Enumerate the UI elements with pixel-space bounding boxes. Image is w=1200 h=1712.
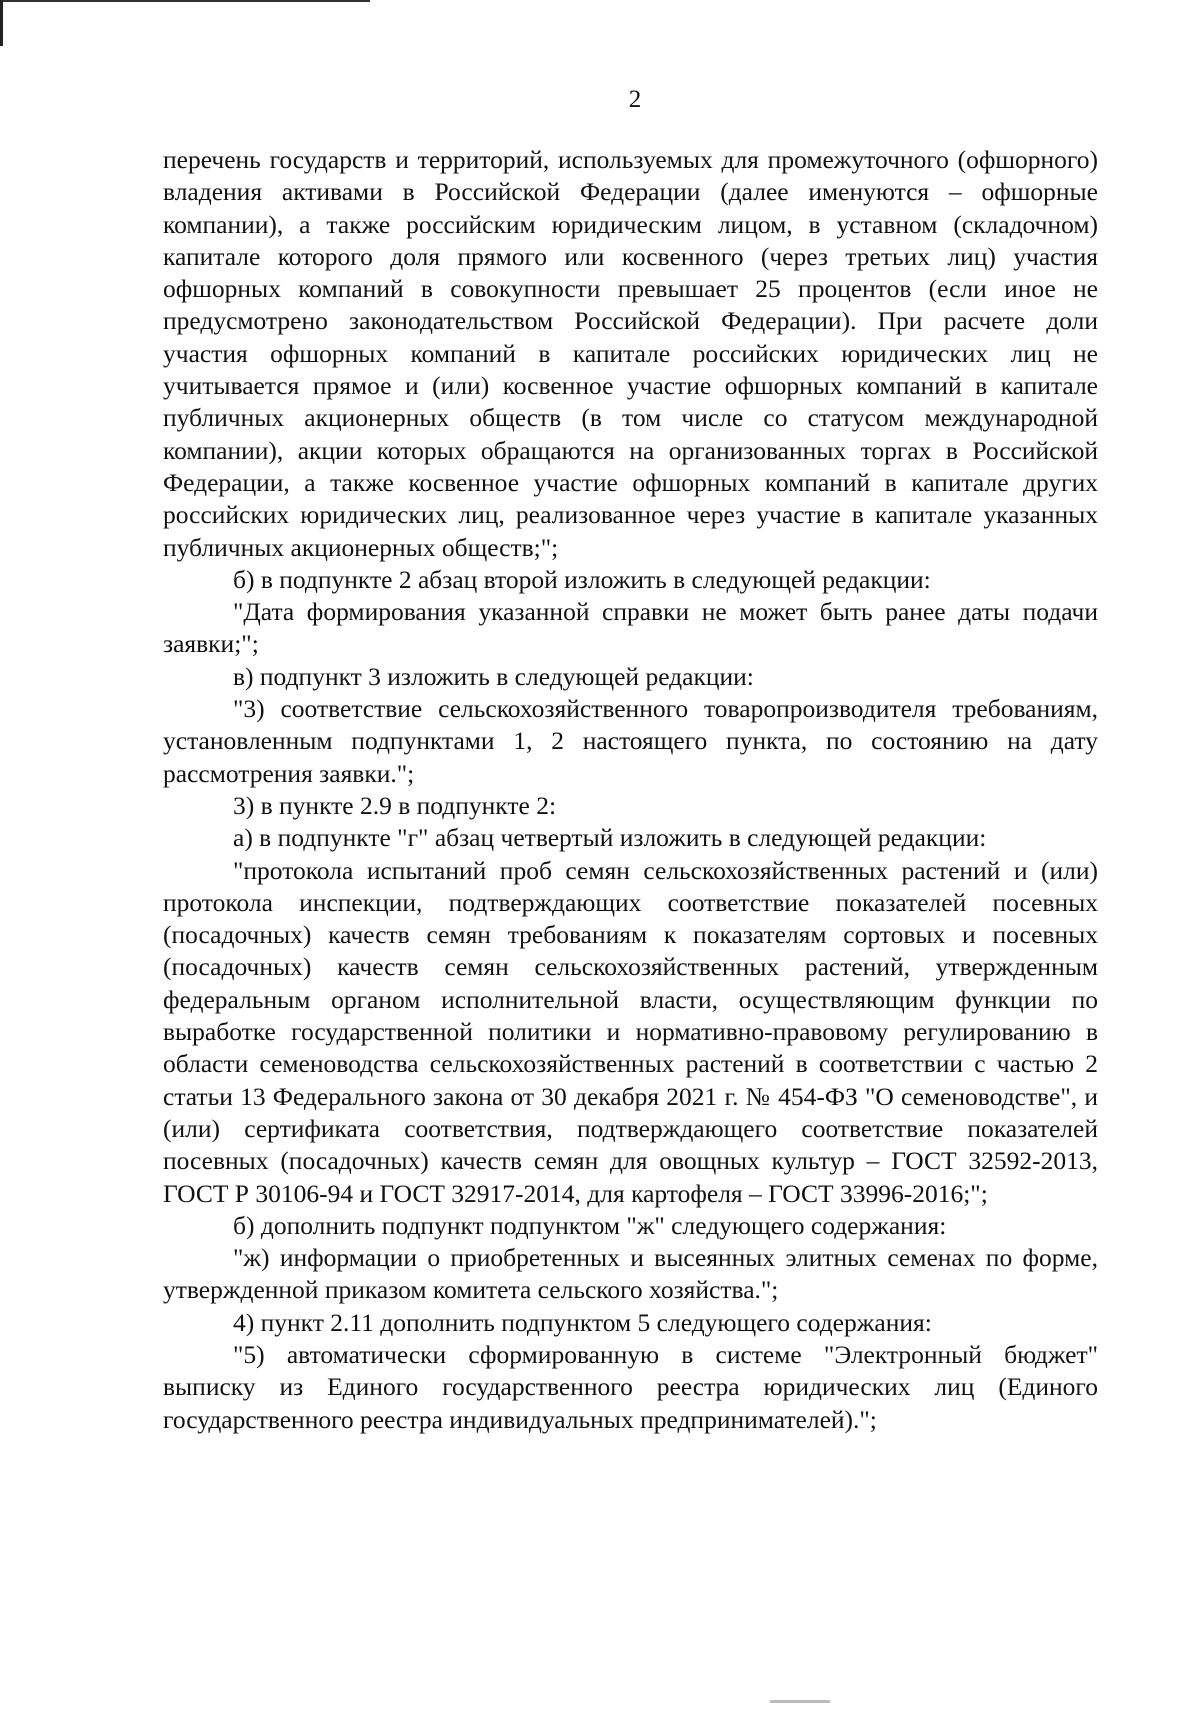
paragraph: в) подпункт 3 изложить в следующей редакции: (233, 661, 754, 691)
paragraph: а) в подпункте "г" абзац четвертый изложить в следующей редакции: (233, 823, 987, 853)
paragraph: б) дополнить подпункт подпунктом "ж" следующего содержания: (233, 1210, 947, 1240)
scan-mark (770, 1700, 830, 1703)
paragraph: перечень государств и территорий, используемых для промежуточного (офшорного) владения активами в Российской Федерации (далее именуются – офшорные компании), а также российским юридическим лицом, в уставном (складочном) капитале которого доля прямого или косвенного (через третьих лиц) участия офшорных компаний в совокупности превышает 25 процентов (если иное не предусмотрено законодательством Российской Федерации). При расчете доли участия офшорных компаний в капитале российских юридических лиц не учитывается прямое и (или) косвенное участие офшорных компаний в капитале публичных акционерных обществ (в том числе со статусом международной компании), акции которых обращаются на организованных торгах в Российской Федерации, а также косвенное участие офшорных компаний в капитале других российских юридических лиц, реализованное через участие в капитале указанных публичных акционерных обществ;"; (163, 145, 1098, 562)
body-text (163, 144, 1098, 1436)
scan-edge-top (0, 0, 370, 2)
paragraph: "Дата формирования указанной справки не может быть ранее даты подачи заявки;"; (163, 597, 1098, 659)
paragraph: "ж) информации о приобретенных и высеянных элитных семенах по форме, утвержденной приказом комитета сельского хозяйства."; (163, 1243, 1098, 1305)
paragraph: 4) пункт 2.11 дополнить подпунктом 5 следующего содержания: (233, 1307, 932, 1337)
paragraph: "протокола испытаний проб семян сельскохозяйственных растений и (или) протокола инспекции, подтверждающих соответствие показателей посевных (посадочных) качеств семян требованиям к показателям сортовых и посевных (посадочных) качеств семян сельскохозяйственных растений, утвержденным федеральным органом исполнительной власти, осуществляющим функции по выработке государственной политики и нормативно-правовому регулированию в области семеноводства сельскохозяйственных растений в соответствии с частью 2 статьи 13 Федерального закона от 30 декабря 2021 г. № 454-ФЗ "О семеноводстве", и (или) сертификата соответствия, подтверждающего соответствие показателей посевных (посадочных) качеств семян для овощных культур – ГОСТ 32592-2013, ГОСТ Р 30106-94 и ГОСТ 32917-2014, для картофеля – ГОСТ 33996-2016;"; (163, 855, 1098, 1208)
paragraph: 3) в пункте 2.9 в подпункте 2: (233, 790, 557, 820)
page-number: 2 (628, 86, 642, 113)
paragraph: "3) соответствие сельскохозяйственного товаропроизводителя требованиям, установленным подпунктами 1, 2 настоящего пункта, по состоянию на дату рассмотрения заявки."; (163, 694, 1098, 788)
paragraph: "5) автоматически сформированную в системе "Электронный бюджет" выписку из Единого государственного реестра юридических лиц (Единого государственного реестра индивидуальных предпринимателей)."; (163, 1339, 1098, 1434)
scan-edge-left (0, 0, 3, 46)
paragraph: б) в подпункте 2 абзац второй изложить в следующей редакции: (233, 564, 931, 594)
